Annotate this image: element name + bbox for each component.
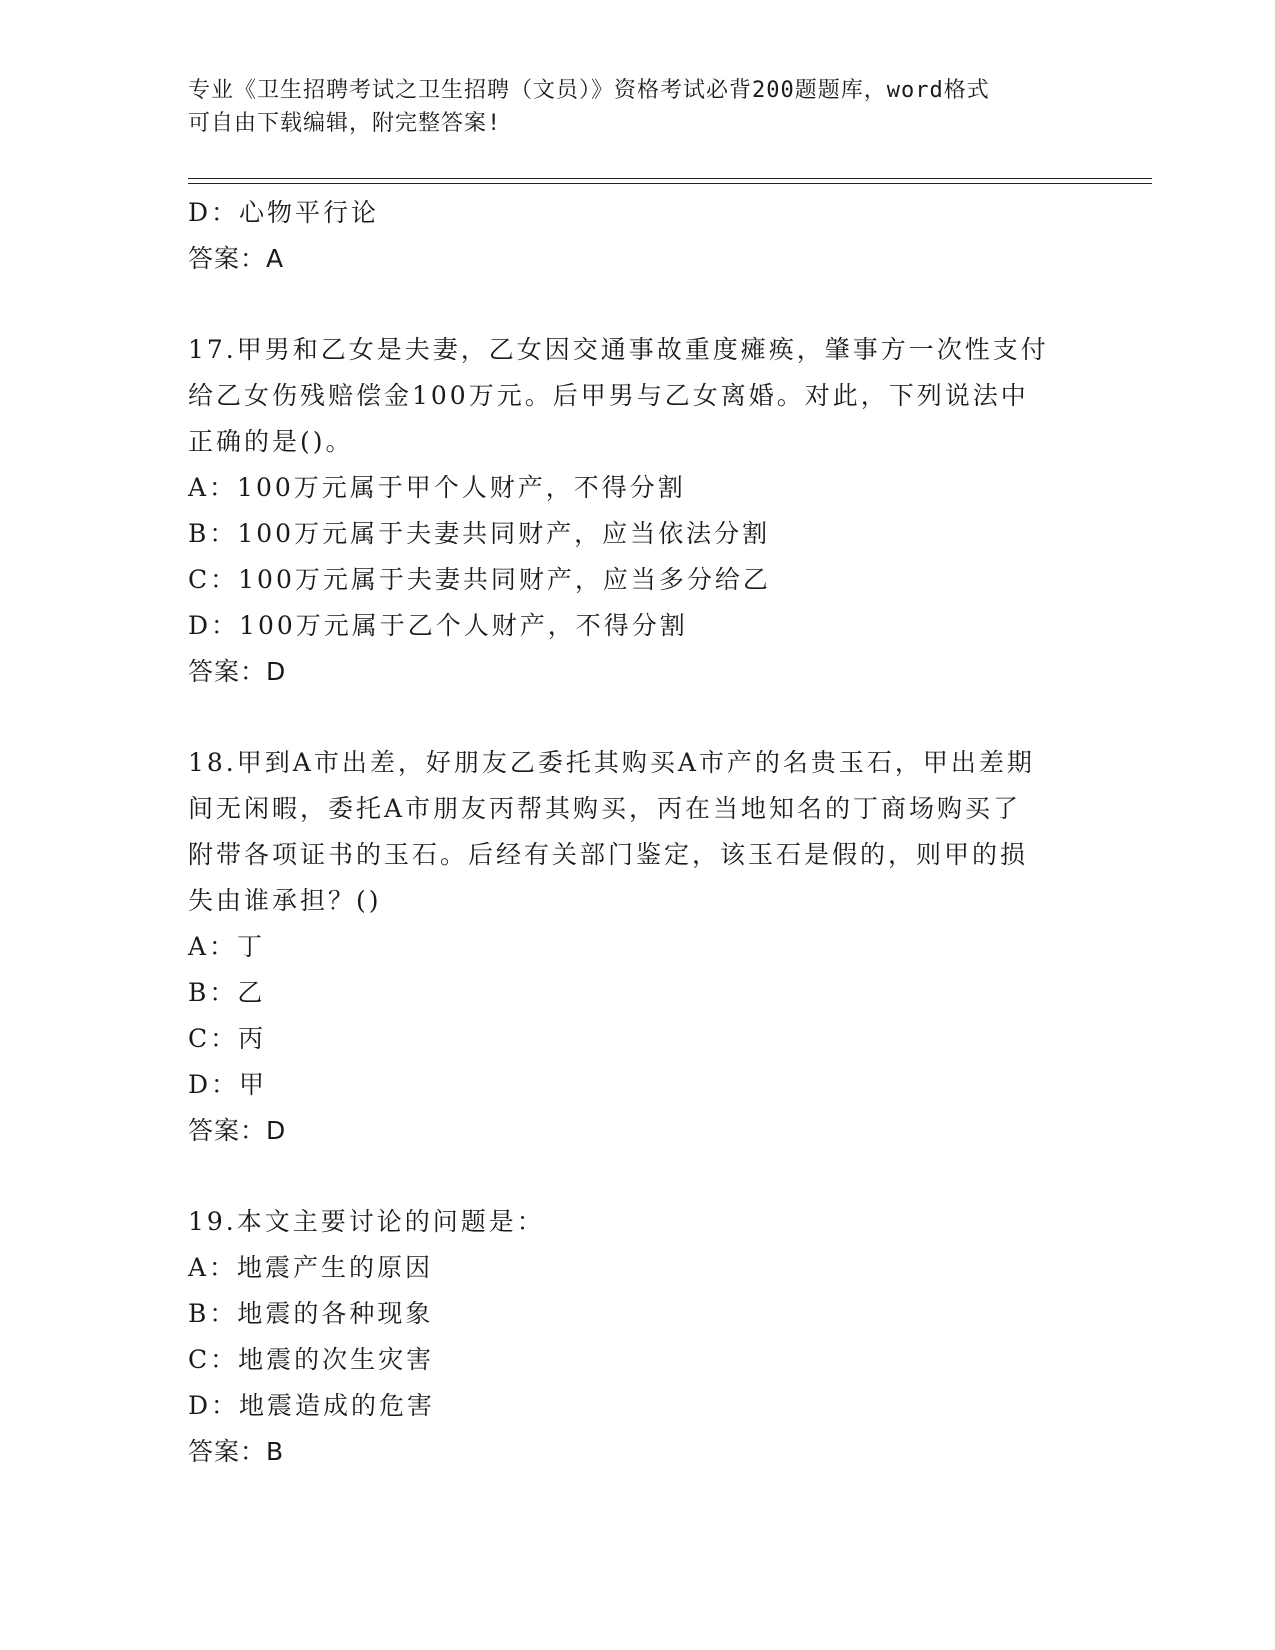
option-d: D：地震造成的危害 bbox=[188, 1391, 436, 1420]
question-18 bbox=[188, 740, 1088, 1154]
header-line-2: 可自由下载编辑，附完整答案! bbox=[188, 111, 502, 136]
question-text-line: 附带各项证书的玉石。后经有关部门鉴定，该玉石是假的，则甲的损 bbox=[188, 840, 1029, 869]
option-c: C：地震的次生灾害 bbox=[188, 1345, 435, 1374]
option-a: A：100万元属于甲个人财产，不得分割 bbox=[188, 473, 686, 502]
answer: 答案：A bbox=[188, 244, 285, 273]
spacer bbox=[188, 282, 1088, 327]
question-text-line: 17.甲男和乙女是夫妻，乙女因交通事故重度瘫痪，肇事方一次性支付 bbox=[188, 335, 1049, 364]
question-text-line: 18.甲到A市出差，好朋友乙委托其购买A市产的名贵玉石，甲出差期 bbox=[188, 748, 1035, 777]
document-header bbox=[188, 74, 1088, 140]
option-d: D：甲 bbox=[188, 1070, 268, 1099]
question-text-line: 给乙女伤残赔偿金100万元。后甲男与乙女离婚。对此，下列说法中 bbox=[188, 381, 1029, 410]
question-19 bbox=[188, 1199, 1088, 1475]
question-17 bbox=[188, 327, 1088, 695]
document-body bbox=[188, 190, 1088, 1475]
option-b: B：100万元属于夫妻共同财产，应当依法分割 bbox=[188, 519, 771, 548]
option-b: B：地震的各种现象 bbox=[188, 1299, 434, 1328]
option-c: C：100万元属于夫妻共同财产，应当多分给乙 bbox=[188, 565, 771, 594]
question-text-line: 19.本文主要讨论的问题是： bbox=[188, 1207, 545, 1236]
option-c: C：丙 bbox=[188, 1024, 267, 1053]
answer: 答案：B bbox=[188, 1437, 285, 1466]
option-d: D：100万元属于乙个人财产，不得分割 bbox=[188, 611, 688, 640]
header-divider-bottom bbox=[188, 183, 1152, 184]
option-a: A：地震产生的原因 bbox=[188, 1253, 434, 1282]
option-d: D：心物平行论 bbox=[188, 198, 380, 227]
answer: 答案：D bbox=[188, 657, 287, 686]
previous-question-tail bbox=[188, 190, 1088, 282]
header-line-1: 专业《卫生招聘考试之卫生招聘（文员）》资格考试必背200题题库，word格式 bbox=[188, 78, 990, 103]
option-b: B：乙 bbox=[188, 978, 266, 1007]
spacer bbox=[188, 1154, 1088, 1199]
answer: 答案：D bbox=[188, 1116, 287, 1145]
question-text-line: 间无闲暇，委托A市朋友丙帮其购买，丙在当地知名的丁商场购买了 bbox=[188, 794, 1022, 823]
option-a: A：丁 bbox=[188, 932, 266, 961]
header-divider-top bbox=[188, 178, 1152, 179]
question-text-line: 正确的是()。 bbox=[188, 427, 354, 456]
spacer bbox=[188, 695, 1088, 740]
question-text-line: 失由谁承担？() bbox=[188, 886, 382, 915]
